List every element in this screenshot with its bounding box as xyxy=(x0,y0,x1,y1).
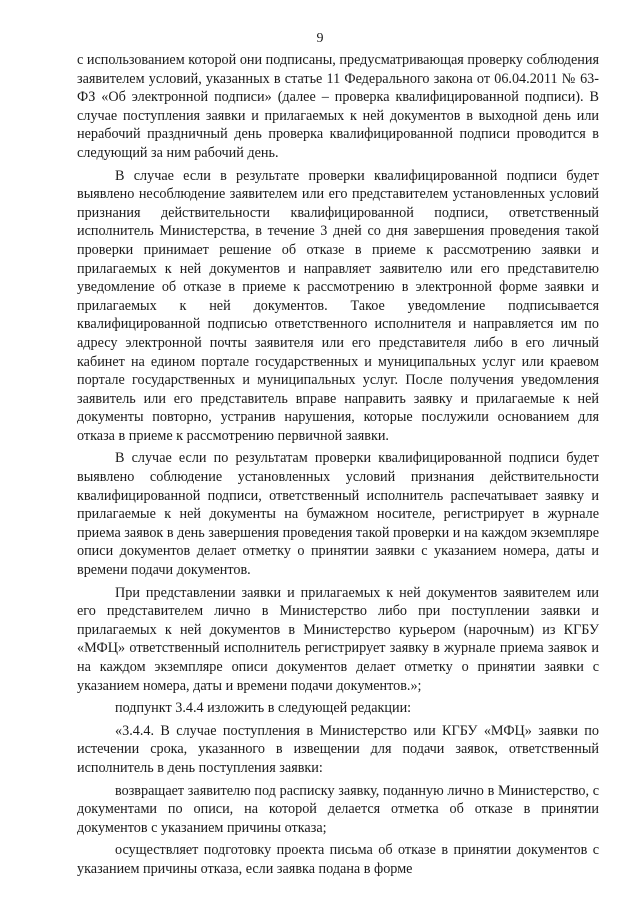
paragraph-5: подпункт 3.4.4 изложить в следующей редакции: xyxy=(115,700,412,717)
paragraph-2: В случае если в результате проверки квалифицированной подписи будет выявлено несоблюдение заявителем или его представителем установленных условий признания действительности квалифицированной подписи, ответственный исполнитель Министерства, в течение 3 дней со дня завершения проведения такой проверки принимает решение об отказе в приеме к рассмотрению заявки и прилагаемых к ней документов и направляет заявителю или его представителю уведомление об отказе в приеме к рассмотрению в электронной форме заявки и прилагаемых к ней документов. Такое уведомление подписывается квалифицированной подписью ответственного исполнителя и направляется им по адресу электронной почты заявителя или его представителя либо в его личный кабинет на едином портале государственных и муниципальных услуг или краевом портале государственных и муниципальных услуг. После получения уведомления заявитель или его представитель вправе направить заявку и прилагаемые к ней документы повторно, устранив нарушения, которые послужили основанием для отказа в приеме к рассмотрению первичной заявки. xyxy=(77,167,599,444)
paragraph-6: «3.4.4. В случае поступления в Министерство или КГБУ «МФЦ» заявки по истечении срока, указанного в извещении для подачи заявок, ответственный исполнитель в день поступления заявки: xyxy=(77,722,599,776)
paragraph-8: осуществляет подготовку проекта письма об отказе в принятии документов с указанием причины отказа, если заявка подана в форме xyxy=(77,842,599,877)
paragraph-4: При представлении заявки и прилагаемых к ней документов заявителем или его представителем лично в Министерство либо при поступлении заявки и прилагаемых к ней документов в Министерство курьером (нарочным) из КГБУ «МФЦ» ответственный исполнитель регистрирует заявку в журнале приема заявок и на каждом экземпляре описи документов делает отметку о принятии заявки с указанием номера, даты и времени подачи документов.»; xyxy=(77,584,599,694)
page-number: 9 xyxy=(316,31,324,46)
paragraph-1: с использованием которой они подписаны, предусматривающая проверку соблюдения заявителем условий, указанных в статье 11 Федерального закона от 06.04.2011 № 63-ФЗ «Об электронной подписи» (далее – проверка квалифицированной подписи). В случае поступления заявки и прилагаемых к ней документов в выходной день или нерабочий праздничный день проверка квалифицированной подписи проводится в следующий за ним рабочий день. xyxy=(77,52,599,161)
paragraph-7: возвращает заявителю под расписку заявку, поданную лично в Министерство, с документами по описи, на которой делается отметка об отказе в принятии документов с указанием причины отказа; xyxy=(77,782,599,836)
paragraph-3: В случае если по результатам проверки квалифицированной подписи будет выявлено соблюдение установленных условий признания действительности квалифицированной подписи, ответственный исполнитель распечатывает заявку и прилагаемые к ней документы на бумажном носителе, регистрирует в журнале приема заявок в день завершения проведения такой проверки и на каждом экземпляре описи документов делает отметку о принятии заявки с указанием номера, даты и времени подачи документов. xyxy=(77,450,599,579)
document-body xyxy=(77,51,599,883)
